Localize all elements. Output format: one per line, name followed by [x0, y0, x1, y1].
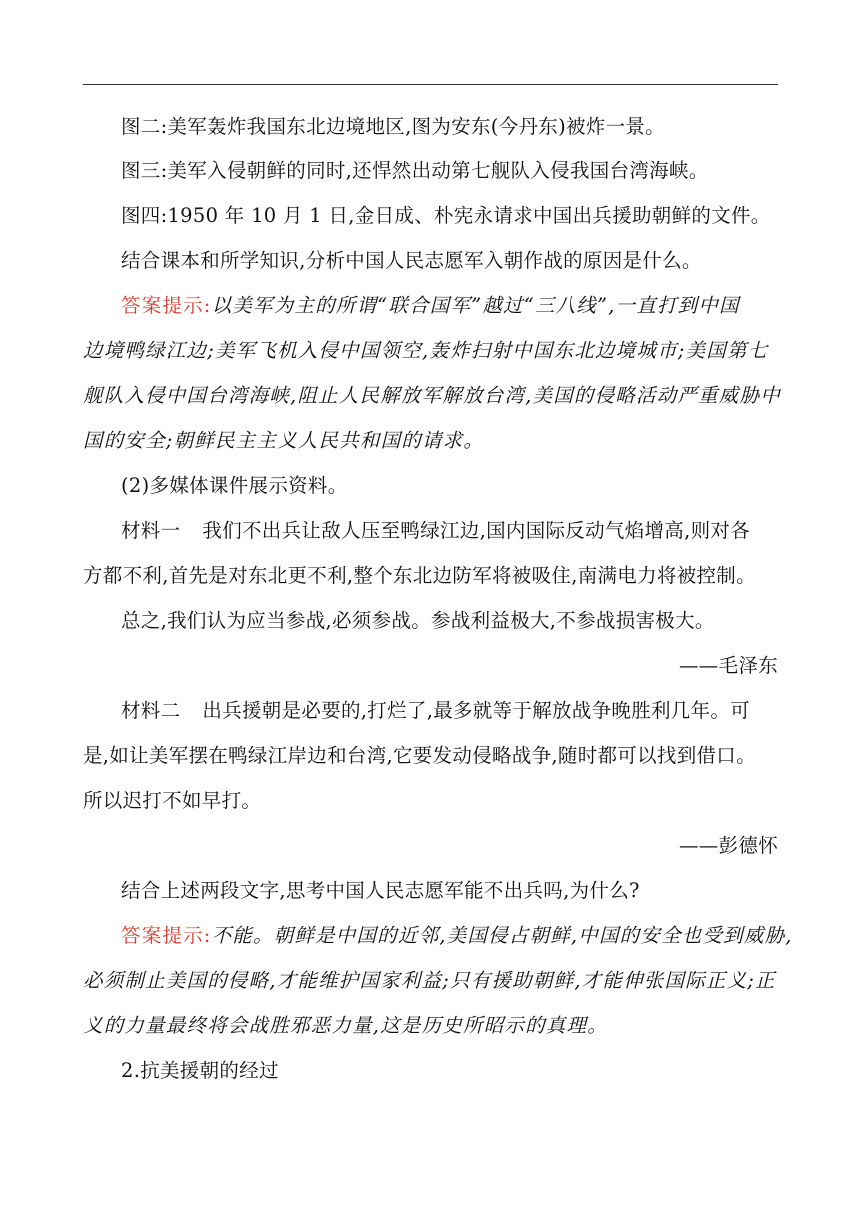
paragraph-figure-2: 图二:美军轰炸我国东北边境地区,图为安东(今丹东)被炸一景。 — [121, 115, 665, 138]
answer-hint-1-line-2: 边境鸭绿江边;美军飞机入侵中国领空,轰炸扫射中国东北边境城市;美国第七 — [83, 339, 769, 362]
answer-hint-2-line-2: 必须制止美国的侵略,才能维护国家利益;只有援助朝鲜,才能伸张国际正义;正 — [83, 969, 776, 992]
paragraph-figure-4: 图四:1950 年 10 月 1 日,金日成、朴宪永请求中国出兵援助朝鲜的文件。 — [121, 204, 771, 227]
section-heading-multimedia: (2)多媒体课件展示资料。 — [121, 474, 348, 497]
material-2-line-1 — [121, 698, 778, 724]
answer-hint-label: 答案提示: — [121, 294, 212, 317]
material-2-text: 出兵援朝是必要的,打烂了,最多就等于解放战争晚胜利几年。可 — [202, 699, 751, 722]
material-1-text: 我们不出兵让敌人压至鸭绿江边,国内国际反动气焰增高,则对各 — [202, 519, 751, 542]
material-1-author: ——毛泽东 — [679, 654, 778, 677]
answer-hint-1-line-4: 国的安全;朝鲜民主主义人民共和国的请求。 — [83, 429, 485, 452]
answer-text: 以美军为主的所谓“联合国军”越过“三八线”,一直打到中国 — [211, 294, 740, 317]
material-1-line-1 — [121, 518, 778, 544]
material-2-author: ——彭德怀 — [679, 834, 778, 857]
header-rule — [83, 84, 778, 85]
answer-hint-1-line-3: 舰队入侵中国台湾海峡,阻止人民解放军解放台湾,美国的侵略活动严重威胁中 — [83, 384, 781, 407]
question-1: 结合课本和所学知识,分析中国人民志愿军入朝作战的原因是什么。 — [121, 249, 702, 272]
material-2-line-2: 是,如让美军摆在鸭绿江岸边和台湾,它要发动侵略战争,随时都可以找到借口。 — [83, 744, 756, 767]
paragraph-figure-3: 图三:美军入侵朝鲜的同时,还悍然出动第七舰队入侵我国台湾海峡。 — [121, 159, 709, 182]
answer-hint-label: 答案提示: — [121, 924, 212, 947]
answer-text: 不能。朝鲜是中国的近邻,美国侵占朝鲜,中国的安全也受到威胁, — [211, 924, 793, 947]
answer-hint-1-line-1 — [121, 293, 778, 319]
material-1-line-2: 方都不利,首先是对东北更不利,整个东北边防军将被吸住,南满电力将被控制。 — [83, 564, 756, 587]
material-2-line-3: 所以迟打不如早打。 — [83, 789, 262, 812]
material-1-label: 材料一 — [121, 519, 181, 542]
material-2-label: 材料二 — [121, 699, 181, 722]
material-1-line-3: 总之,我们认为应当参战,必须参战。参战利益极大,不参战损害极大。 — [121, 609, 715, 632]
answer-hint-2-line-3: 义的力量最终将会战胜邪恶力量,这是历史所昭示的真理。 — [83, 1014, 608, 1037]
answer-hint-2-line-1 — [121, 923, 793, 949]
section-heading-2: 2.抗美援朝的经过 — [121, 1059, 279, 1082]
question-2: 结合上述两段文字,思考中国人民志愿军能不出兵吗,为什么? — [121, 879, 640, 902]
